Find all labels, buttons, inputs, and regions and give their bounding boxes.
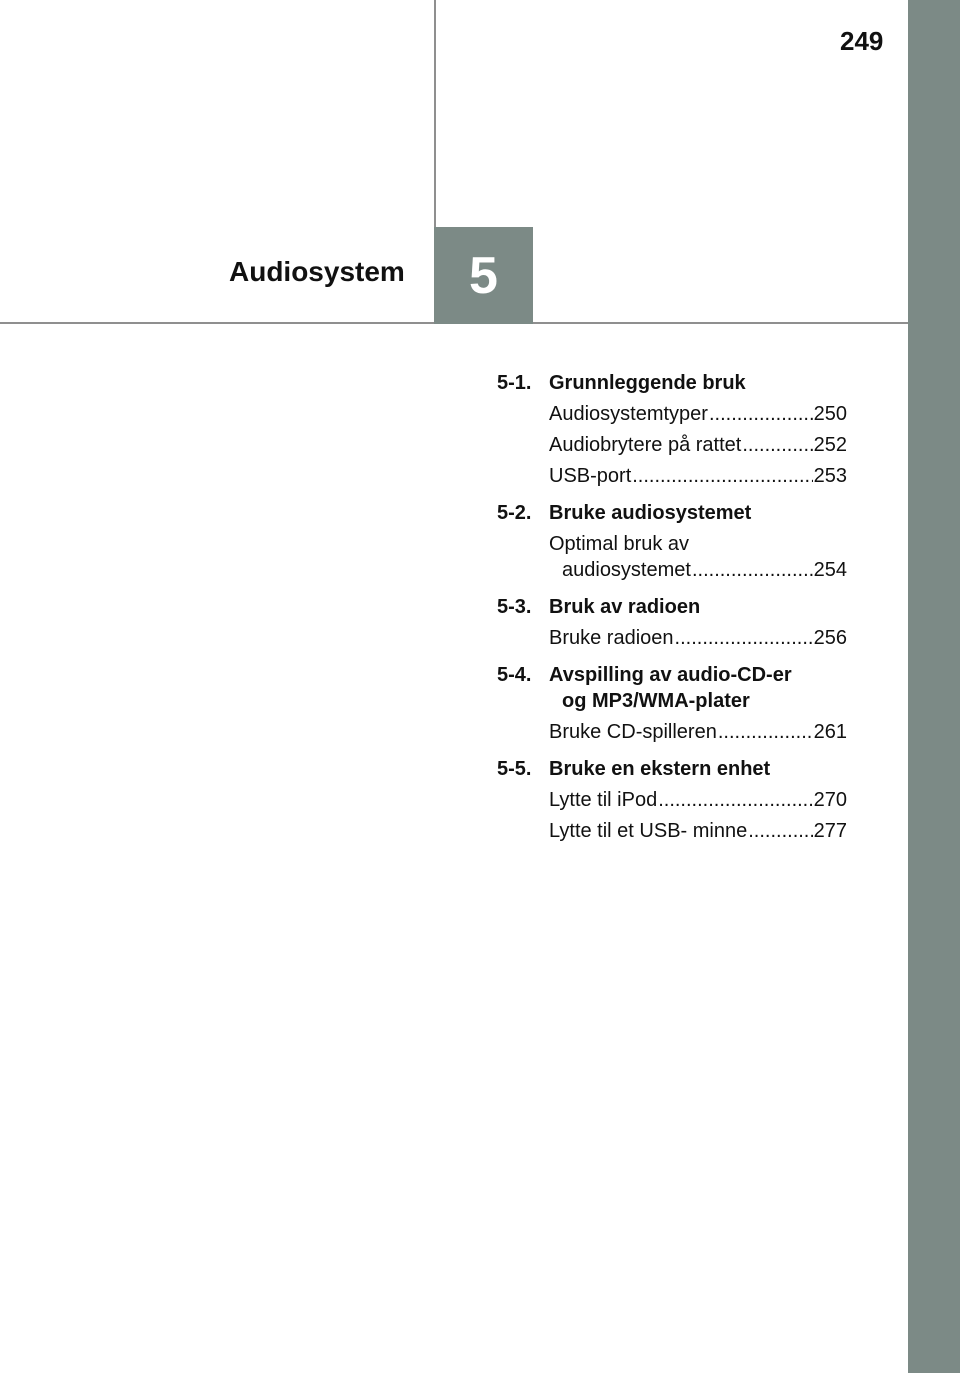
section-title: Bruk av radioen [549,596,701,618]
entry-title: USB-port [549,465,632,487]
section-number: 5-5. [497,758,532,780]
entry-title: Lytte til et USB- minne [549,820,748,842]
entry-page: 252 [813,434,847,456]
toc-entry[interactable] [497,625,847,651]
dot-leader [675,625,813,651]
toc-entry[interactable] [497,719,847,745]
entry-title: Audiosystemtyper [549,403,708,425]
entry-page: 270 [813,789,847,811]
entry-title-line1: Optimal bruk av [549,533,690,555]
entry-title: Bruke radioen [549,627,674,649]
toc-section-5-5[interactable] [497,756,847,782]
entry-page: 256 [813,627,847,649]
entry-title: Lytte til iPod [549,789,658,811]
chapter-number: 5 [469,246,498,305]
toc-entry[interactable] [497,432,847,458]
chapter-number-box [434,227,533,324]
dot-leader [632,463,812,489]
toc-entry[interactable] [497,818,847,844]
side-tab [908,0,960,1373]
dot-leader [709,401,813,427]
entry-page: 253 [813,465,847,487]
toc-entry[interactable] [497,787,847,813]
table-of-contents [497,370,847,849]
section-title: Bruke en ekstern enhet [549,758,771,780]
chapter-title: Audiosystem [229,256,405,287]
dot-leader [692,557,813,583]
toc-section-5-4[interactable] [497,662,847,714]
section-number: 5-1. [497,372,532,394]
entry-page: 250 [813,403,847,425]
entry-title: Bruke CD-spilleren [549,721,717,743]
entry-page: 254 [813,559,847,581]
section-title: Grunnleggende bruk [549,372,746,394]
toc-section-5-2[interactable] [497,500,847,526]
page-number: 249 [840,26,884,56]
section-number: 5-3. [497,596,532,618]
toc-section-5-3[interactable] [497,594,847,620]
dot-leader [718,719,813,745]
toc-entry[interactable] [497,531,847,583]
dot-leader [658,787,812,813]
section-title: Bruke audiosystemet [549,502,752,524]
toc-entry[interactable] [497,463,847,489]
section-number: 5-4. [497,664,532,686]
entry-page: 277 [813,820,847,842]
toc-section-5-1[interactable] [497,370,847,396]
dot-leader [748,818,812,844]
dot-leader [742,432,812,458]
toc-entry[interactable] [497,401,847,427]
entry-page: 261 [813,721,847,743]
entry-title: Audiobrytere på rattet [549,434,742,456]
section-title-line2: og MP3/WMA-plater [562,690,750,712]
entry-title: audiosystemet [562,559,691,581]
section-title: Avspilling av audio-CD-er [549,664,792,686]
section-number: 5-2. [497,502,532,524]
